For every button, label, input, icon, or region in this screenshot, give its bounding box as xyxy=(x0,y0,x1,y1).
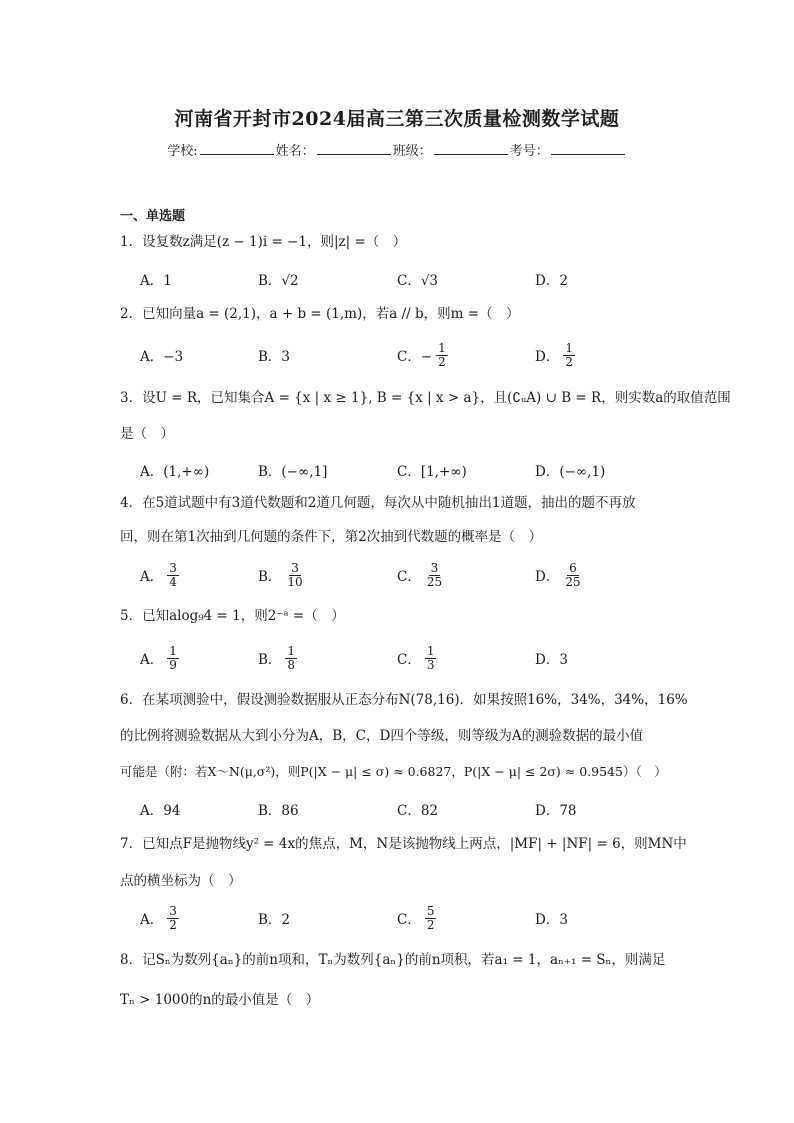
question-5-options xyxy=(140,643,660,673)
option-d: D．2 xyxy=(535,273,568,289)
question-6: 6．在某项测验中，假设测验数据服从正态分布N(78,16)．如果按照16%，34%，34%，16% xyxy=(120,692,688,708)
student-info-line xyxy=(0,140,794,159)
option-b: B．(−∞,1] xyxy=(258,464,328,480)
question-4-options xyxy=(140,560,660,590)
question-1: 1．设复数z满足(z − 1)i = −1，则|z| =（ ） xyxy=(120,234,407,250)
question-7: 7．已知点F是抛物线y² = 4x的焦点，M，N是该抛物线上两点，|MF| + |NF| = 6，则MN中 xyxy=(120,836,687,852)
question-6-options xyxy=(140,794,660,824)
option-b: B．3 xyxy=(258,349,291,365)
fraction: $\frac{3}{25}$ xyxy=(426,560,443,589)
question-3-line2: 是（ ） xyxy=(120,426,174,442)
number-blank xyxy=(551,142,625,155)
option-a: A． $\frac{3}{4}$ xyxy=(140,560,177,589)
option-a: A． $\frac{3}{2}$ xyxy=(140,903,177,932)
option-c: C．[1,+∞) xyxy=(397,464,467,480)
number-label: 考号： xyxy=(509,144,549,159)
question-8-line2: Tₙ > 1000的n的最小值是（ ） xyxy=(120,992,320,1008)
option-b: B． $\frac{1}{8}$ xyxy=(258,643,296,672)
fraction: $\frac{1}{3}$ xyxy=(426,643,435,672)
question-6-line2: 的比例将测验数据从大到小分为A，B，C，D四个等级，则等级为A的测验数据的最小值 xyxy=(120,728,644,744)
fraction: $\frac{1}{2}$ xyxy=(565,340,573,369)
fraction: $\frac{1}{2}$ xyxy=(438,340,446,369)
option-a: A．1 xyxy=(140,273,172,289)
option-a: A．94 xyxy=(140,803,181,819)
option-d: D．3 xyxy=(535,652,568,668)
question-8: 8．记Sₙ为数列{aₙ}的前n项和，Tₙ为数列{aₙ}的前n项积，若a₁ = 1，aₙ₊₁ = Sₙ，则满足 xyxy=(120,952,666,968)
fraction: $\frac{3}{10}$ xyxy=(287,560,303,589)
option-d: D．3 xyxy=(535,912,568,928)
fraction: $\frac{3}{2}$ xyxy=(169,903,177,932)
fraction: $\frac{3}{4}$ xyxy=(169,560,177,589)
question-4: 4．在5道试题中有3道代数题和2道几何题，每次从中随机抽出1道题，抽出的题不再放 xyxy=(120,495,636,511)
section-heading: 一、单选题 xyxy=(120,209,186,224)
question-2-options xyxy=(140,340,660,370)
option-c: C．√3 xyxy=(397,273,439,289)
option-d: D．78 xyxy=(535,803,577,819)
school-label: 学校: xyxy=(167,144,198,159)
question-7-line2: 点的横坐标为（ ） xyxy=(120,873,242,889)
question-4-line2: 回，则在第1次抽到几何题的条件下，第2次抽到代数题的概率是（ ） xyxy=(120,529,543,545)
class-blank xyxy=(434,142,508,155)
option-a: A．−3 xyxy=(140,349,184,365)
question-3-options xyxy=(140,455,660,485)
option-c: C．82 xyxy=(397,803,439,819)
option-b: B． $\frac{3}{10}$ xyxy=(258,560,303,589)
option-a: A． $\frac{1}{9}$ xyxy=(140,643,177,672)
option-b: B．86 xyxy=(258,803,299,819)
option-c: C．− $\frac{1}{2}$ xyxy=(397,340,446,369)
name-blank xyxy=(317,142,391,155)
option-b: B．√2 xyxy=(258,273,299,289)
option-a: A．(1,+∞) xyxy=(140,464,210,480)
option-c: C． $\frac{1}{3}$ xyxy=(397,643,435,672)
question-7-options xyxy=(140,903,660,933)
option-d: D． $\frac{6}{25}$ xyxy=(535,560,581,589)
option-b: B．2 xyxy=(258,912,291,928)
fraction: $\frac{1}{9}$ xyxy=(169,643,177,672)
option-c: C． $\frac{5}{2}$ xyxy=(397,903,435,932)
question-5: 5．已知alog₉4 = 1，则2⁻ᵃ =（ ） xyxy=(120,608,345,624)
question-2: 2．已知向量a = (2,1)，a + b = (1,m)，若a // b，则m =（ ） xyxy=(120,306,520,322)
question-3: 3．设U = R，已知集合A = {x | x ≥ 1}, B = {x | x > a}，且(∁ᵤA) ∪ B = R，则实数a的取值范围 xyxy=(120,390,731,406)
exam-title: 河南省开封市2024届高三第三次质量检测数学试题 xyxy=(174,108,620,130)
name-label: 姓名： xyxy=(275,144,315,159)
question-6-line3: 可能是（附：若X～N(μ,σ²)，则P(|X − μ| ≤ σ) ≈ 0.6827，P(|X − μ| ≤ 2σ) ≈ 0.9545）（ ） xyxy=(120,764,667,779)
option-d: D． $\frac{1}{2}$ xyxy=(535,340,573,369)
option-c: C． $\frac{3}{25}$ xyxy=(397,560,443,589)
fraction: $\frac{6}{25}$ xyxy=(565,560,581,589)
fraction: $\frac{1}{8}$ xyxy=(287,643,296,672)
option-d: D．(−∞,1) xyxy=(535,464,606,480)
school-blank xyxy=(200,142,274,155)
class-label: 班级： xyxy=(392,144,432,159)
question-1-options xyxy=(140,264,660,294)
fraction: $\frac{5}{2}$ xyxy=(426,903,435,932)
